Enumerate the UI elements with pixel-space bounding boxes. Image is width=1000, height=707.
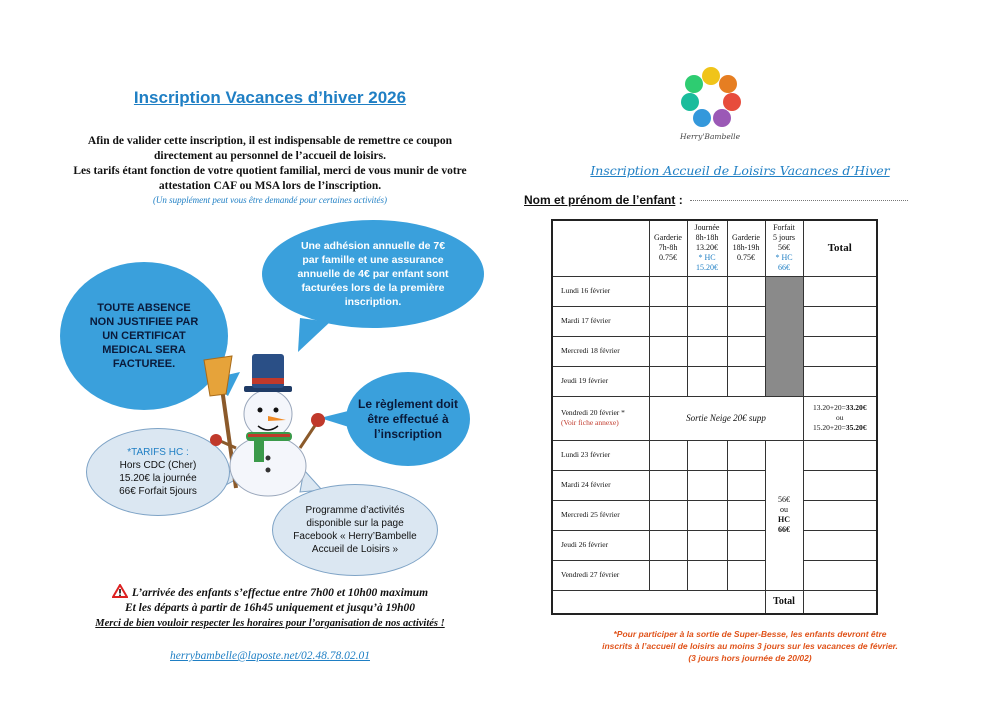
header-garderie-morning: Garderie 7h-8h 0.75€ (649, 220, 687, 276)
programme-bubble: Programme d’activités disponible sur la page Facebook « Herry’Bambelle Accueil de Loisirs » (272, 484, 438, 576)
grand-total-cell[interactable] (803, 590, 877, 614)
snowman-illustration (196, 348, 336, 498)
tarifs-line: 66€ Forfait 5jours (119, 486, 197, 497)
tarifs-title: *TARIFS HC : (127, 447, 189, 458)
intro-line: Afin de valider cette inscription, il est indispensable de remettre ce coupon (87, 135, 453, 147)
header-journee: Journée 8h-18h 13.20€ * HC 15.20€ (687, 220, 727, 276)
header-garderie-evening: Garderie 18h-19h 0.75€ (727, 220, 765, 276)
header-forfait: Forfait 5 jours 56€ * HC 66€ (765, 220, 803, 276)
table-row: Mercredi 18 février (552, 336, 877, 366)
tarifs-line: 15.20€ la journée (119, 473, 197, 484)
left-page-title: Inscription Vacances d’hiver 2026 (133, 88, 407, 107)
child-name-label: Nom et prénom de l’enfant : (524, 193, 683, 207)
adhesion-bubble-tail (298, 318, 330, 352)
intro-line: attestation CAF ou MSA lors de l’inscription. (158, 180, 382, 192)
contact-link[interactable]: herrybambelle@laposte.net/02.48.78.02.01 (170, 650, 370, 662)
forfait-disabled-cell (765, 276, 803, 396)
friday-total-cell: 13.20+20=33.20€ ou 15.20+20=35.20€ (803, 396, 877, 440)
absence-bubble: TOUTE ABSENCE NON JUSTIFIEE PAR UN CERTIFICAT MEDICAL SERA FACTUREE. (60, 262, 228, 410)
hands-logo (676, 64, 746, 130)
respect-line: Merci de bien vouloir respecter les horaires pour l’organisation de nos activités ! (95, 618, 445, 629)
arrival-line: L’arrivée des enfants s’effectue entre 7h00 et 10h00 maximum (131, 587, 429, 599)
sortie-neige-cell: Sortie Neige 20€ supp (649, 396, 803, 440)
intro-note: (Un supplément peut vous être demandé pour certaines activités) (152, 195, 388, 205)
forfait-week2-cell[interactable]: 56€ ou HC 66€ (765, 440, 803, 590)
table-row: Lundi 23 février 56€ ou HC 66€ (552, 440, 877, 470)
table-row: Mardi 24 février (552, 470, 877, 500)
intro-line: directement au personnel de l’accueil de loisirs. (154, 150, 386, 162)
table-row: Mercredi 25 février (552, 500, 877, 530)
table-row-friday: Vendredi 20 février * (Voir fiche annexe) Sortie Neige 20€ supp 13.20+20=33.20€ ou 15.20+20=35.20€ (552, 396, 877, 440)
adhesion-bubble: Une adhésion annuelle de 7€ par famille et une assurance annuelle de 4€ par enfant sont facturées lors de la première inscription. (262, 220, 484, 328)
table-row: Lundi 16 février (552, 276, 877, 306)
table-row: Jeudi 19 février (552, 366, 877, 396)
tarifs-line: Hors CDC (Cher) (119, 460, 197, 471)
table-row: Mardi 17 février (552, 306, 877, 336)
intro-line: Les tarifs étant fonction de votre quotient familial, merci de vous munir de votre (73, 165, 467, 177)
total-footer-label: Total (765, 590, 803, 614)
header-total: Total (803, 220, 877, 276)
departure-line: Et les départs à partir de 16h45 uniquement et jusqu’à 19h00 (124, 602, 416, 614)
reglement-bubble: Le règlement doit être effectué à l’inscription (346, 372, 470, 466)
arrival-info (60, 584, 480, 631)
warning-icon (112, 584, 128, 598)
logo-caption: Herry'Bambelle (679, 132, 741, 141)
right-page-title: Inscription Accueil de Loisirs Vacances d’Hiver (590, 163, 890, 178)
child-name-field[interactable] (690, 200, 908, 201)
table-row: Jeudi 26 février (552, 530, 877, 560)
footnote: *Pour participer à la sortie de Super-Besse, les enfants devront être inscrits à l’accueil de loisirs au moins 3 jours sur les vacances de février. (3 jours hors journée de 20/02) (602, 629, 898, 663)
table-total-row (552, 590, 877, 614)
schedule-table (551, 219, 878, 615)
table-row: Vendredi 27 février (552, 560, 877, 590)
